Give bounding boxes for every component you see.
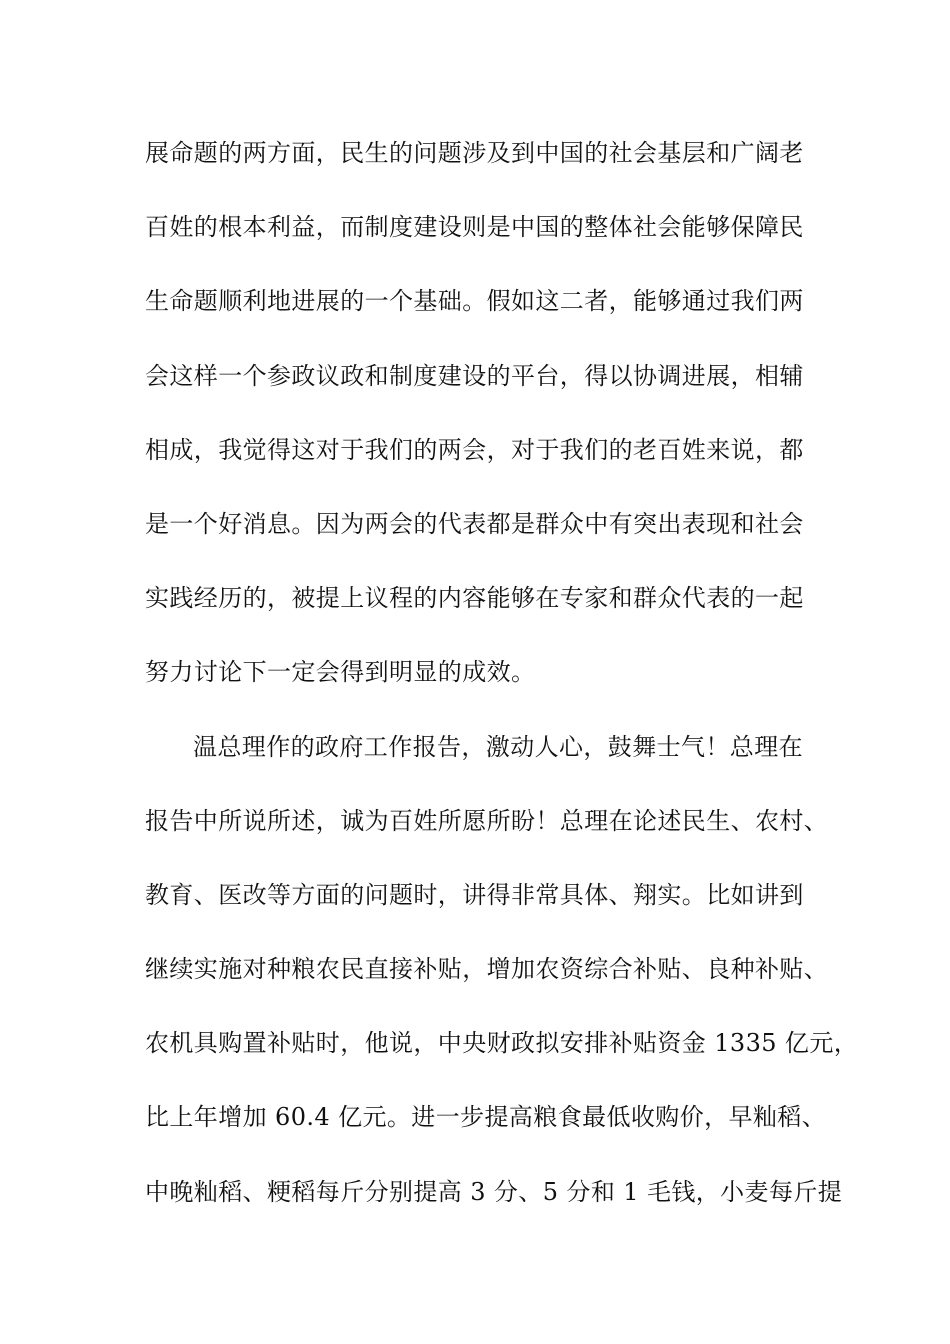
text-line: 生命题顺利地进展的一个基础。假如这二者，能够通过我们两 bbox=[145, 287, 804, 316]
body-text bbox=[145, 131, 859, 1244]
text-line: 报告中所说所述，诚为百姓所愿所盼！总理在论述民生、农村、 bbox=[145, 806, 829, 835]
text-line: 百姓的根本利益，而制度建设则是中国的整体社会能够保障民 bbox=[145, 213, 804, 242]
text-line: 努力讨论下一定会得到明显的成效。 bbox=[145, 658, 536, 687]
text-line: 是一个好消息。因为两会的代表都是群众中有突出表现和社会 bbox=[145, 509, 804, 538]
text-line: 展命题的两方面，民生的问题涉及到中国的社会基层和广阔老 bbox=[145, 139, 804, 167]
text-line: 中晚籼稻、粳稻每斤分别提高 3 分、5 分和 1 毛钱，小麦每斤提 bbox=[145, 1177, 843, 1206]
text-line: 农机具购置补贴时，他说，中央财政拟安排补贴资金 1335 亿元， bbox=[145, 1029, 859, 1058]
paragraph-start-line: 温总理作的政府工作报告，激动人心，鼓舞士气！总理在 bbox=[193, 732, 803, 761]
text-line: 相成，我觉得这对于我们的两会，对于我们的老百姓来说，都 bbox=[145, 435, 804, 464]
text-line: 教育、医改等方面的问题时，讲得非常具体、翔实。比如讲到 bbox=[145, 880, 804, 909]
text-line: 继续实施对种粮农民直接补贴，增加农资综合补贴、良种补贴、 bbox=[145, 955, 829, 984]
text-line: 实践经历的，被提上议程的内容能够在专家和群众代表的一起 bbox=[145, 584, 804, 613]
text-line: 比上年增加 60.4 亿元。进一步提高粮食最低收购价，早籼稻、 bbox=[145, 1103, 827, 1132]
text-line: 会这样一个参政议政和制度建设的平台，得以协调进展，相辅 bbox=[145, 361, 804, 390]
